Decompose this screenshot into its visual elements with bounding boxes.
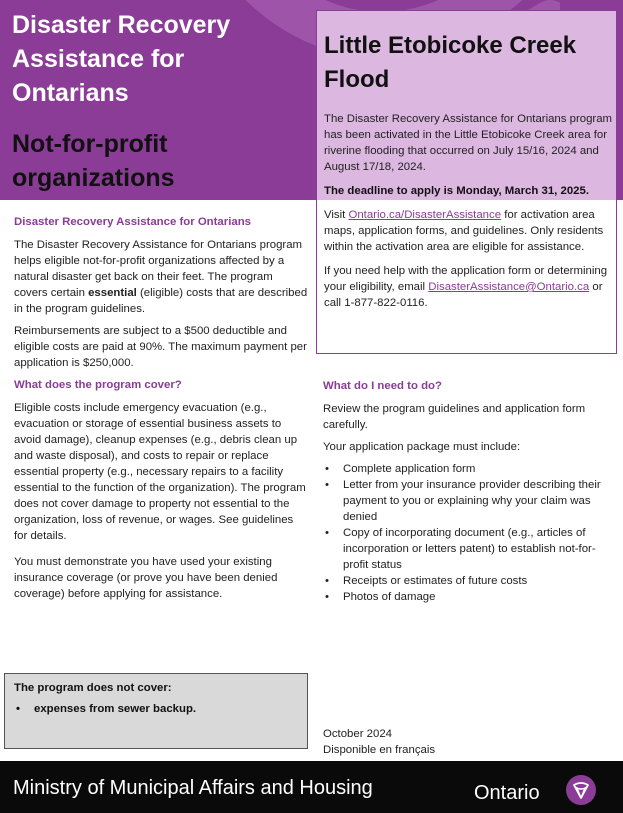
disaster-assistance-link[interactable]: Ontario.ca/DisasterAssistance (348, 209, 502, 221)
section-heading-coverage: What does the program cover? (14, 379, 182, 391)
list-item: • Copy of incorporating document (e.g., articles of incorporation or letters patent) to establish not-for-profit status (323, 525, 615, 573)
review-paragraph: Review the program guidelines and application form carefully. (323, 403, 586, 431)
flood-title-line: Little Etobicoke Creek (324, 32, 577, 59)
trillium-icon (566, 775, 596, 805)
help-prefix: If you need help with the application form or determining your eligibility, email (324, 265, 608, 293)
visit-prefix: Visit (324, 209, 349, 221)
left-column (14, 214, 309, 608)
list-item: • expenses from sewer backup. (14, 701, 298, 717)
page-title-line: Disaster Recovery (12, 11, 231, 39)
package-intro: Your application package must include: (323, 441, 521, 453)
help-paragraph (324, 263, 614, 311)
page-subtitle (12, 127, 312, 195)
list-item: • Photos of damage (323, 589, 615, 605)
program-description (14, 237, 309, 317)
right-column (323, 378, 615, 605)
program-description-suffix: (eligible) costs that are described in the program guidelines. (14, 287, 308, 315)
visit-paragraph (324, 207, 614, 255)
french-availability: Disponible en français (323, 744, 436, 756)
essential-emphasis: essential (88, 287, 137, 299)
help-suffix: or call 1-877-822-0116. (324, 281, 603, 309)
program-description-prefix: The Disaster Recovery Assistance for Ontarians program helps eligible not-for-profit organizations affected by a natural disaster get back on their feet. The program covers certain (14, 239, 303, 299)
footer-bar (0, 761, 623, 813)
email-link[interactable]: DisasterAssistance@Ontario.ca (428, 281, 590, 293)
ministry-name: Ministry of Municipal Affairs and Housing (13, 777, 373, 799)
page-title-line: Ontarians (12, 79, 129, 107)
page-subtitle-line: Not-for-profit (12, 130, 168, 158)
visit-suffix: for activation area maps, application forms, and guidelines. Only residents within the activation area are eligible for assistance. (324, 209, 604, 253)
list-item: • Receipts or estimates of future costs (323, 573, 615, 589)
not-covered-list (14, 701, 298, 717)
publication-date: October 2024 (323, 728, 393, 740)
insurance-paragraph: You must demonstrate you have used your existing insurance coverage (or prove you have been denied coverage) before applying for assistance. (14, 556, 278, 600)
flood-intro: The Disaster Recovery Assistance for Ontarians program has been activated in the Little Etobicoke Creek area for riverine flooding that occurred on July 15/16, 2024 and August 17/18, 2024. (324, 113, 613, 173)
list-item: • Letter from your insurance provider describing their payment to you or explaining why your claim was denied (323, 477, 615, 525)
page-title-line: Assistance for (12, 45, 185, 73)
publication-info (323, 726, 523, 758)
section-heading-program: Disaster Recovery Assistance for Ontarians (14, 216, 251, 228)
not-covered-heading: The program does not cover: (14, 682, 172, 694)
eligible-costs-paragraph: Eligible costs include emergency evacuation (e.g., evacuation or storage of essential business assets to avoid damage), cleanup expenses (e.g., debris clean up and waste disposal), and costs to repair or replace essential property (e.g., necessary repairs to a facility essential to the function of the organization). The program does not cover damage to property not essential to the organization, loss of revenue, or wages. See guidelines for details. (14, 402, 306, 542)
deadline-notice: The deadline to apply is Monday, March 31, 2025. (324, 185, 590, 197)
application-checklist (323, 461, 615, 605)
flood-title-line: Flood (324, 66, 390, 93)
page-subtitle-line: organizations (12, 164, 175, 192)
ontario-wordmark: Ontario (474, 782, 540, 804)
reimbursement-paragraph: Reimbursements are subject to a $500 deductible and eligible costs are paid at 90%. The maximum payment per application is $250,000. (14, 325, 307, 369)
list-item: • Complete application form (323, 461, 615, 477)
flood-box-content (324, 29, 614, 319)
flood-info-box (316, 10, 617, 354)
page-title (12, 8, 312, 110)
not-covered-box (4, 673, 308, 749)
flood-title (324, 29, 614, 97)
section-heading-what-to-do: What do I need to do? (323, 380, 442, 392)
